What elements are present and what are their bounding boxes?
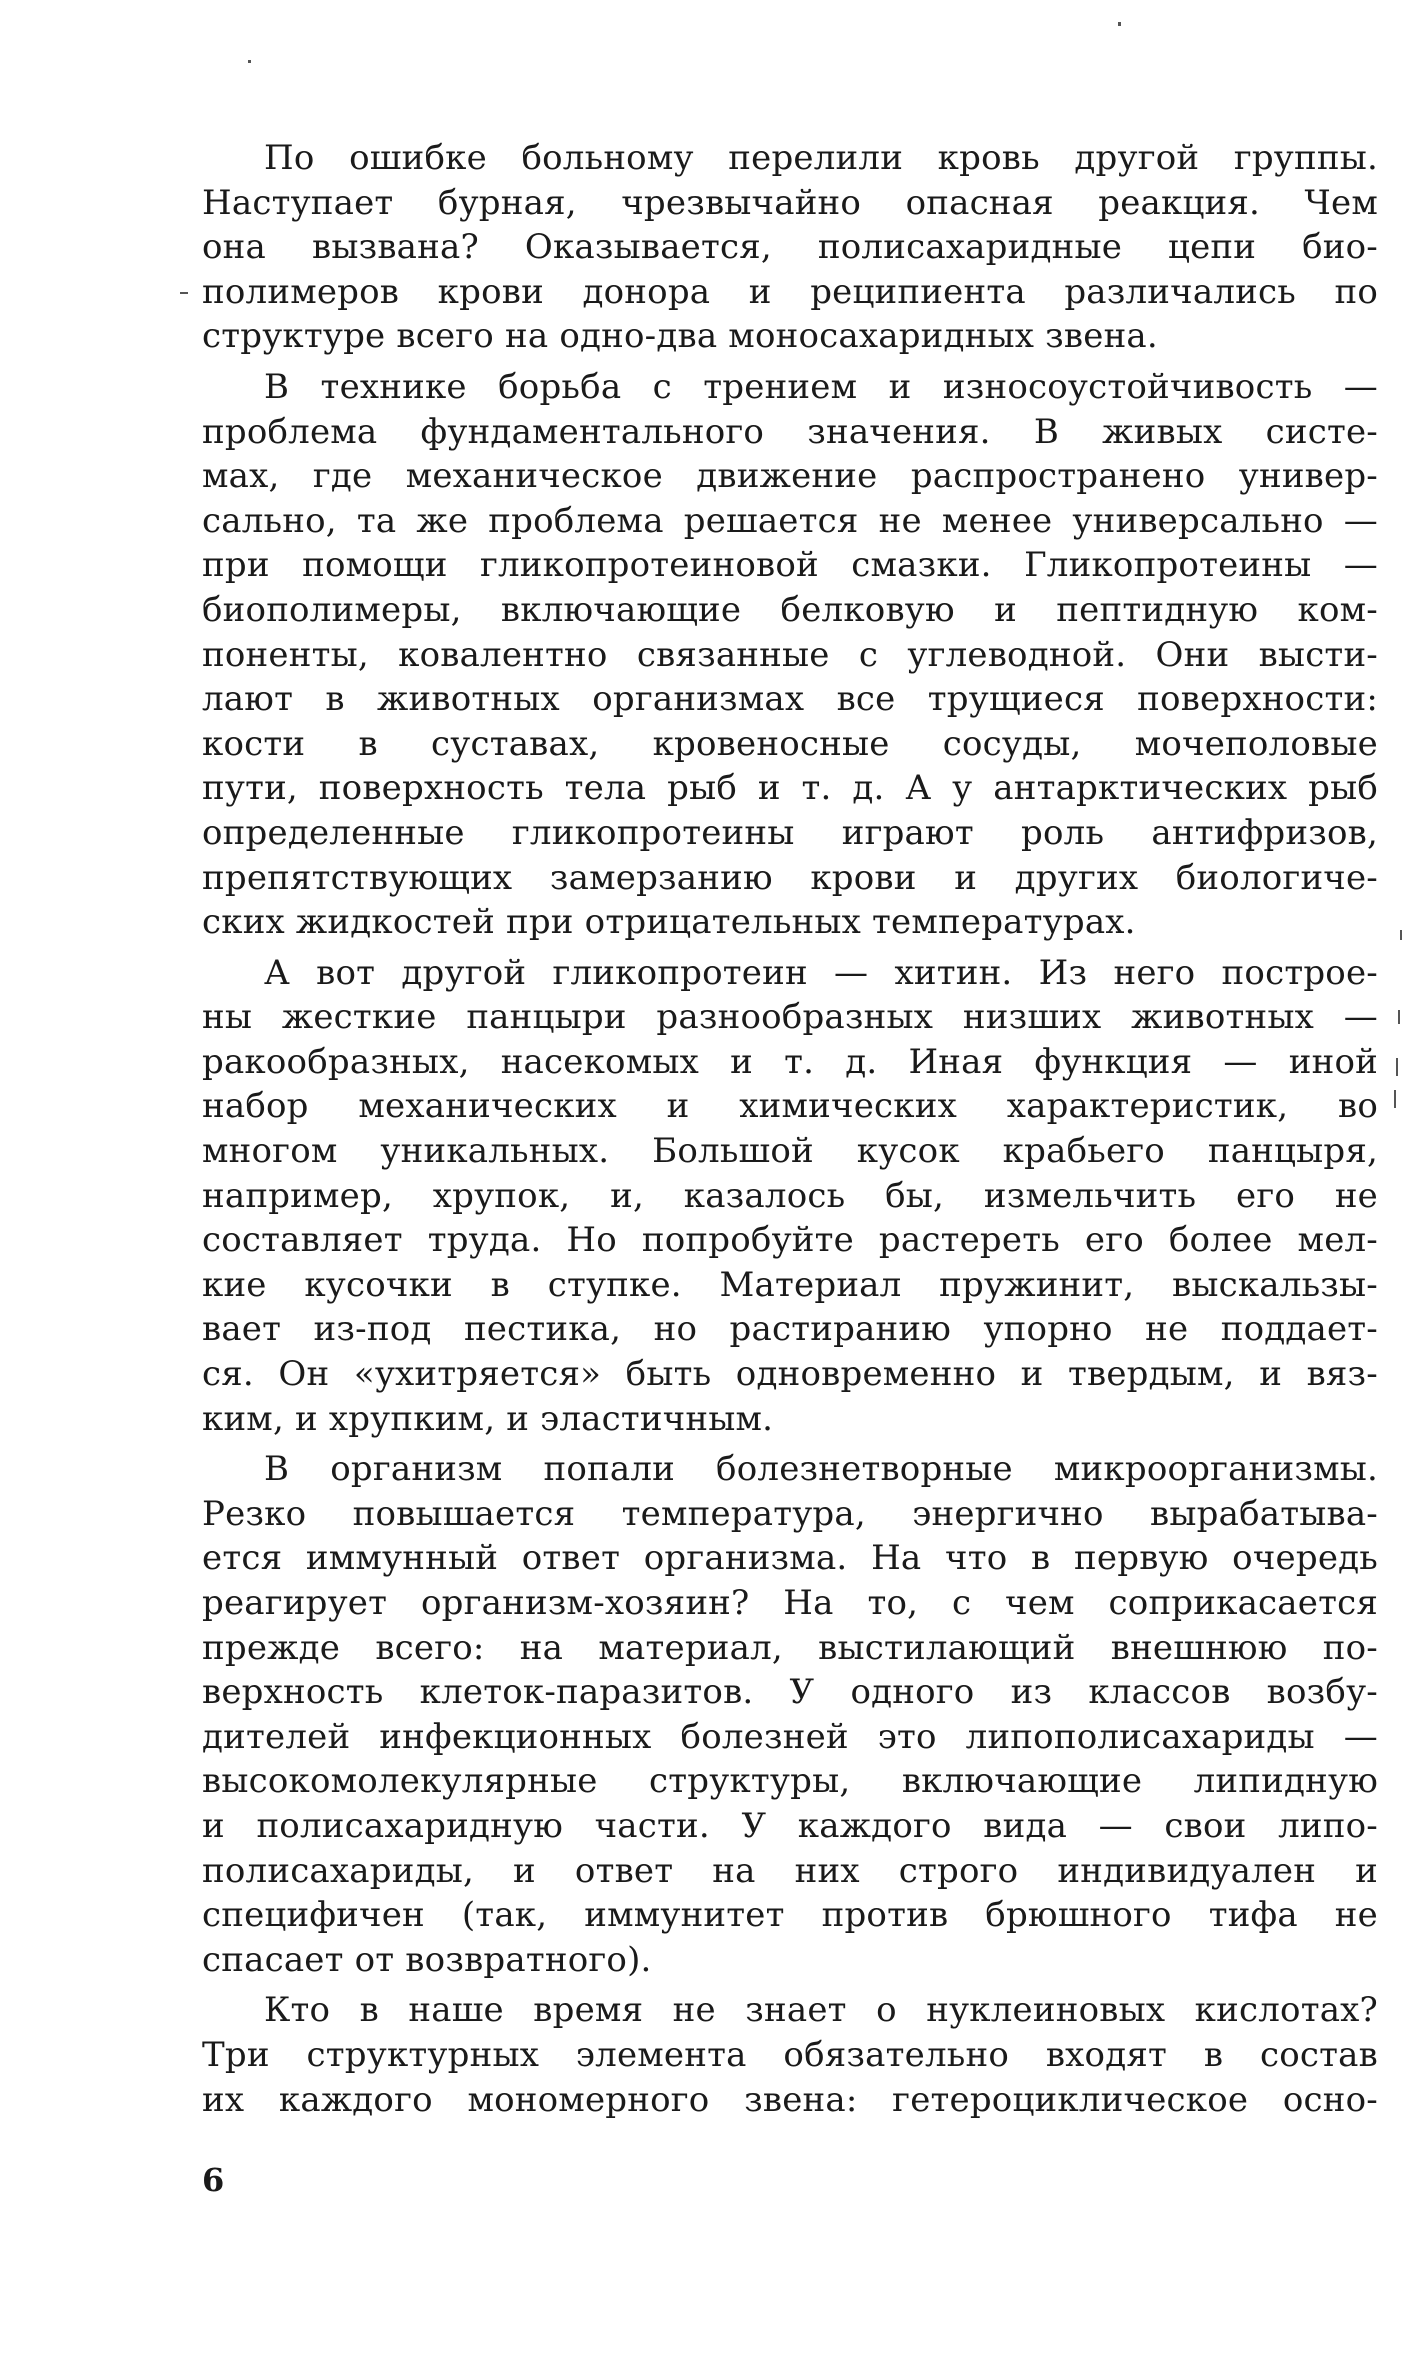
text-line: высокомолекулярные структуры, включающие липидную bbox=[202, 1761, 1378, 1802]
text-line: их каждого мономерного звена: гетероциклическое осно- bbox=[202, 2079, 1378, 2120]
text-line: набор механических и химических характеристик, во bbox=[202, 1086, 1378, 1127]
text-line: определенные гликопротеины играют роль антифризов, bbox=[202, 812, 1378, 853]
paragraph bbox=[202, 951, 1378, 1442]
text-line: составляет труда. Но попробуйте растереть его более мел- bbox=[202, 1220, 1378, 1261]
text-line: реагирует организм-хозяин? На то, с чем соприкасается bbox=[202, 1583, 1378, 1623]
scan-speck bbox=[248, 60, 251, 63]
scan-speck bbox=[1118, 22, 1121, 26]
text-line: Резко повышается температура, энергично вырабатыва- bbox=[202, 1493, 1378, 1534]
text-line: прежде всего: на материал, выстилающий внешнюю по- bbox=[202, 1627, 1378, 1668]
text-line: пути, поверхность тела рыб и т. д. А у антарктических рыб bbox=[202, 768, 1378, 809]
text-line: и полисахаридную части. У каждого вида — свои липо- bbox=[202, 1805, 1378, 1846]
text-line: Кто в наше время не знает о нуклеиновых кислотах? bbox=[264, 1990, 1378, 2031]
text-line: лают в животных организмах все трущиеся поверхности: bbox=[202, 679, 1378, 720]
text-line: А вот другой гликопротеин — хитин. Из него построе- bbox=[264, 952, 1378, 993]
text-line: мах, где механическое движение распространено универ- bbox=[202, 456, 1378, 497]
paragraph bbox=[202, 365, 1378, 945]
paragraph bbox=[202, 1988, 1378, 2122]
text-line: проблема фундаментального значения. В живых систе- bbox=[202, 411, 1378, 452]
text-line: В технике борьба с трением и износоустойчивость — bbox=[264, 366, 1378, 407]
text-line: многом уникальных. Большой кусок крабьего панцыря, bbox=[202, 1131, 1378, 1172]
text-line: специфичен (так, иммунитет против брюшного тифа не bbox=[202, 1895, 1378, 1936]
text-line: поненты, ковалентно связанные с углеводной. Они высти- bbox=[202, 634, 1378, 675]
text-line: В организм попали болезнетворные микроорганизмы. bbox=[264, 1449, 1378, 1490]
text-line: ется иммунный ответ организма. На что в первую очередь bbox=[202, 1538, 1378, 1579]
text-line: спасает от возвратного). bbox=[202, 1939, 652, 1980]
text-line: Наступает бурная, чрезвычайно опасная реакция. Чем bbox=[202, 182, 1378, 223]
paragraph bbox=[202, 1447, 1378, 1982]
text-line: ким, и хрупким, и эластичным. bbox=[202, 1398, 774, 1439]
text-line: структуре всего на одно-два моносахаридных звена. bbox=[202, 316, 1158, 357]
paragraph bbox=[202, 136, 1378, 359]
text-line: препятствующих замерзанию крови и других биологиче- bbox=[202, 857, 1378, 898]
scan-speck bbox=[1398, 1010, 1400, 1024]
text-line: ны жесткие панцыри разнообразных низших животных — bbox=[202, 997, 1378, 1038]
text-line: ских жидкостей при отрицательных температурах. bbox=[202, 902, 1136, 943]
text-line: полисахариды, и ответ на них строго индивидуален и bbox=[202, 1850, 1378, 1891]
text-line: кие кусочки в ступке. Материал пружинит, выскальзы- bbox=[202, 1264, 1378, 1305]
text-line: например, хрупок, и, казалось бы, измельчить его не bbox=[202, 1175, 1378, 1216]
text-line: сально, та же проблема решается не менее универсально — bbox=[202, 500, 1378, 541]
text-line: при помощи гликопротеиновой смазки. Гликопротеины — bbox=[202, 545, 1378, 586]
text-line: ся. Он «ухитряется» быть одновременно и твердым, и вяз- bbox=[202, 1354, 1378, 1395]
page-number: 6 bbox=[202, 2161, 225, 2199]
scan-speck bbox=[1400, 930, 1402, 940]
text-line: она вызвана? Оказывается, полисахаридные цепи био- bbox=[202, 227, 1378, 268]
text-line: вает из-под пестика, но растиранию упорно не поддает- bbox=[202, 1309, 1378, 1350]
text-line: биополимеры, включающие белковую и пептидную ком- bbox=[202, 589, 1378, 630]
text-line: По ошибке больному перелили кровь другой группы. bbox=[264, 138, 1378, 178]
text-line: Три структурных элемента обязательно входят в состав bbox=[202, 2034, 1378, 2075]
scan-speck bbox=[1396, 1058, 1398, 1076]
text-line: кости в суставах, кровеносные сосуды, мочеполовые bbox=[202, 723, 1378, 764]
scan-speck bbox=[1394, 1090, 1396, 1108]
text-line: полимеров крови донора и реципиента различались по bbox=[202, 271, 1378, 312]
text-line: верхность клеток-паразитов. У одного из классов возбу- bbox=[202, 1672, 1378, 1713]
body-text bbox=[202, 136, 1378, 2122]
text-line: ракообразных, насекомых и т. д. Иная функция — иной bbox=[202, 1041, 1378, 1082]
text-line: дителей инфекционных болезней это липополисахариды — bbox=[202, 1716, 1378, 1757]
scan-speck bbox=[180, 292, 188, 294]
